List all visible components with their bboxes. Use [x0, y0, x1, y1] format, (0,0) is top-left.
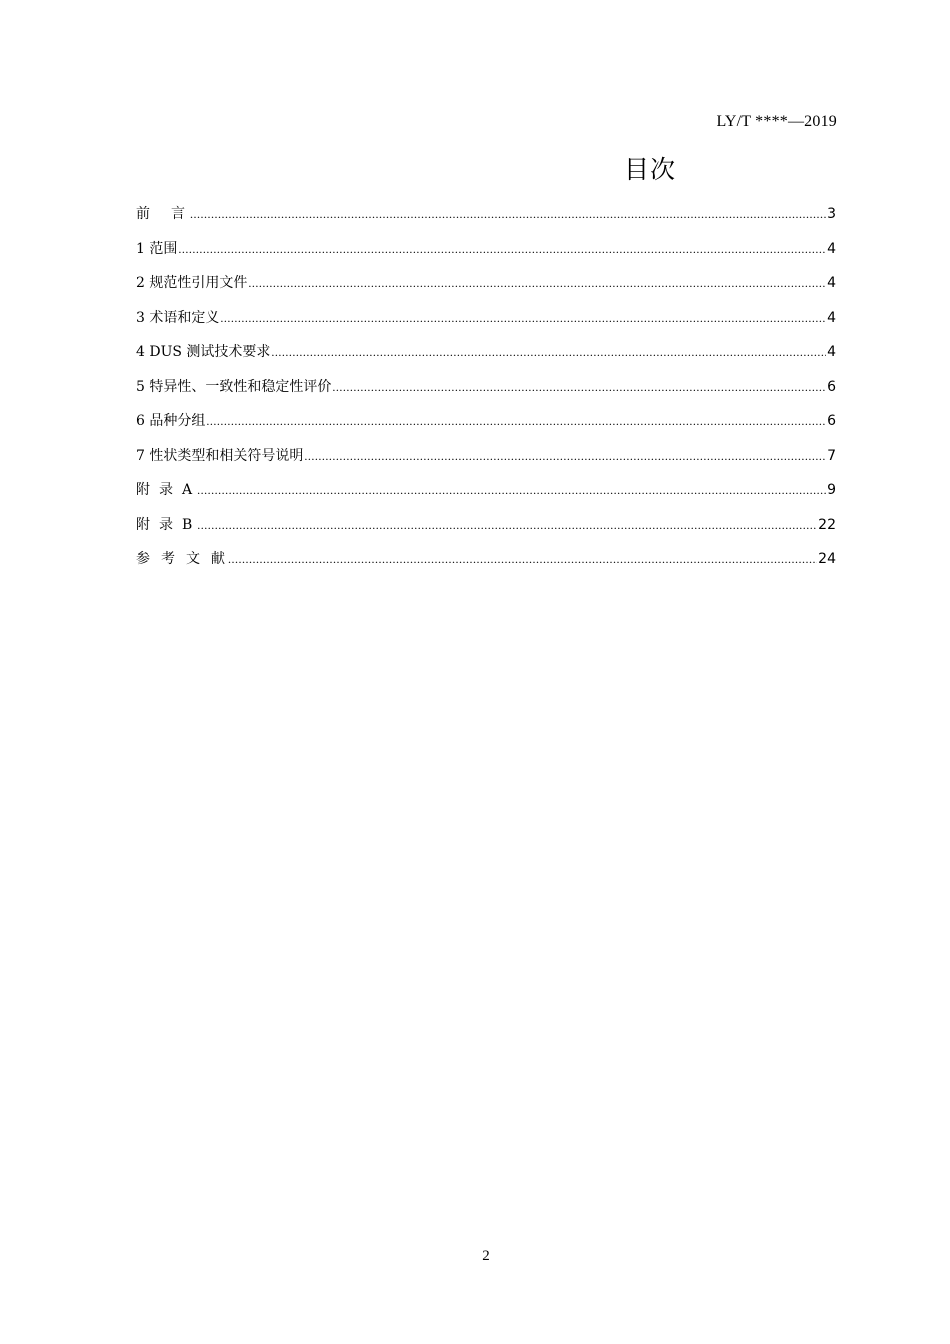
table-of-contents — [136, 203, 836, 583]
toc-entry-label: 6 品种分组 — [136, 413, 206, 429]
toc-entry-dus-requirements[interactable] — [136, 341, 836, 376]
toc-entry-variety-grouping[interactable] — [136, 410, 836, 445]
toc-entry-scope[interactable] — [136, 238, 836, 273]
toc-entry-label: 附录A — [136, 482, 202, 498]
toc-entry-page: 6 — [827, 378, 836, 395]
toc-entry-evaluation[interactable] — [136, 376, 836, 411]
toc-entry-page: 6 — [827, 413, 836, 429]
toc-entry-page: 4 — [827, 309, 836, 326]
toc-entry-normative-references[interactable] — [136, 272, 836, 307]
toc-leader-dots — [197, 479, 826, 501]
toc-entry-page: 24 — [818, 551, 836, 567]
toc-leader-dots — [304, 445, 826, 467]
toc-leader-dots — [332, 376, 826, 398]
toc-leader-dots — [271, 341, 826, 363]
toc-entry-label: 7 性状类型和相关符号说明 — [136, 447, 304, 464]
toc-entry-appendix-a[interactable] — [136, 479, 836, 514]
toc-entry-label: 2 规范性引用文件 — [136, 275, 248, 291]
toc-entry-page: 4 — [827, 240, 836, 257]
toc-entry-page: 4 — [827, 344, 836, 360]
toc-entry-label: 4 DUS 测试技术要求 — [136, 344, 271, 360]
toc-entry-page: 9 — [827, 482, 836, 498]
toc-entry-label: 前言 — [136, 206, 206, 222]
toc-leader-dots — [220, 307, 826, 329]
toc-entry-label: 1 范围 — [136, 240, 178, 257]
toc-entry-page: 22 — [818, 516, 836, 533]
toc-leader-dots — [248, 272, 826, 294]
standard-code: LY/T ****—2019 — [716, 113, 837, 130]
toc-entry-label: 5 特异性、一致性和稳定性评价 — [136, 378, 332, 395]
toc-entry-page: 3 — [827, 206, 836, 222]
toc-entry-label: 附录B — [136, 516, 202, 533]
toc-entry-appendix-b[interactable] — [136, 514, 836, 549]
toc-title: 目次 — [623, 155, 676, 184]
toc-entry-terms-definitions[interactable] — [136, 307, 836, 342]
toc-leader-dots — [190, 203, 826, 225]
toc-entry-label: 3 术语和定义 — [136, 309, 220, 326]
toc-leader-dots — [206, 410, 826, 432]
toc-entry-label: 参考文献 — [136, 551, 236, 567]
toc-entry-page: 7 — [827, 447, 836, 464]
page-number: 2 — [482, 1248, 490, 1264]
toc-leader-dots — [228, 548, 817, 570]
toc-entry-trait-types[interactable] — [136, 445, 836, 480]
toc-entry-references[interactable] — [136, 548, 836, 583]
toc-leader-dots — [197, 514, 817, 536]
toc-leader-dots — [178, 238, 826, 260]
toc-entry-foreword[interactable] — [136, 203, 836, 238]
toc-entry-page: 4 — [827, 275, 836, 291]
